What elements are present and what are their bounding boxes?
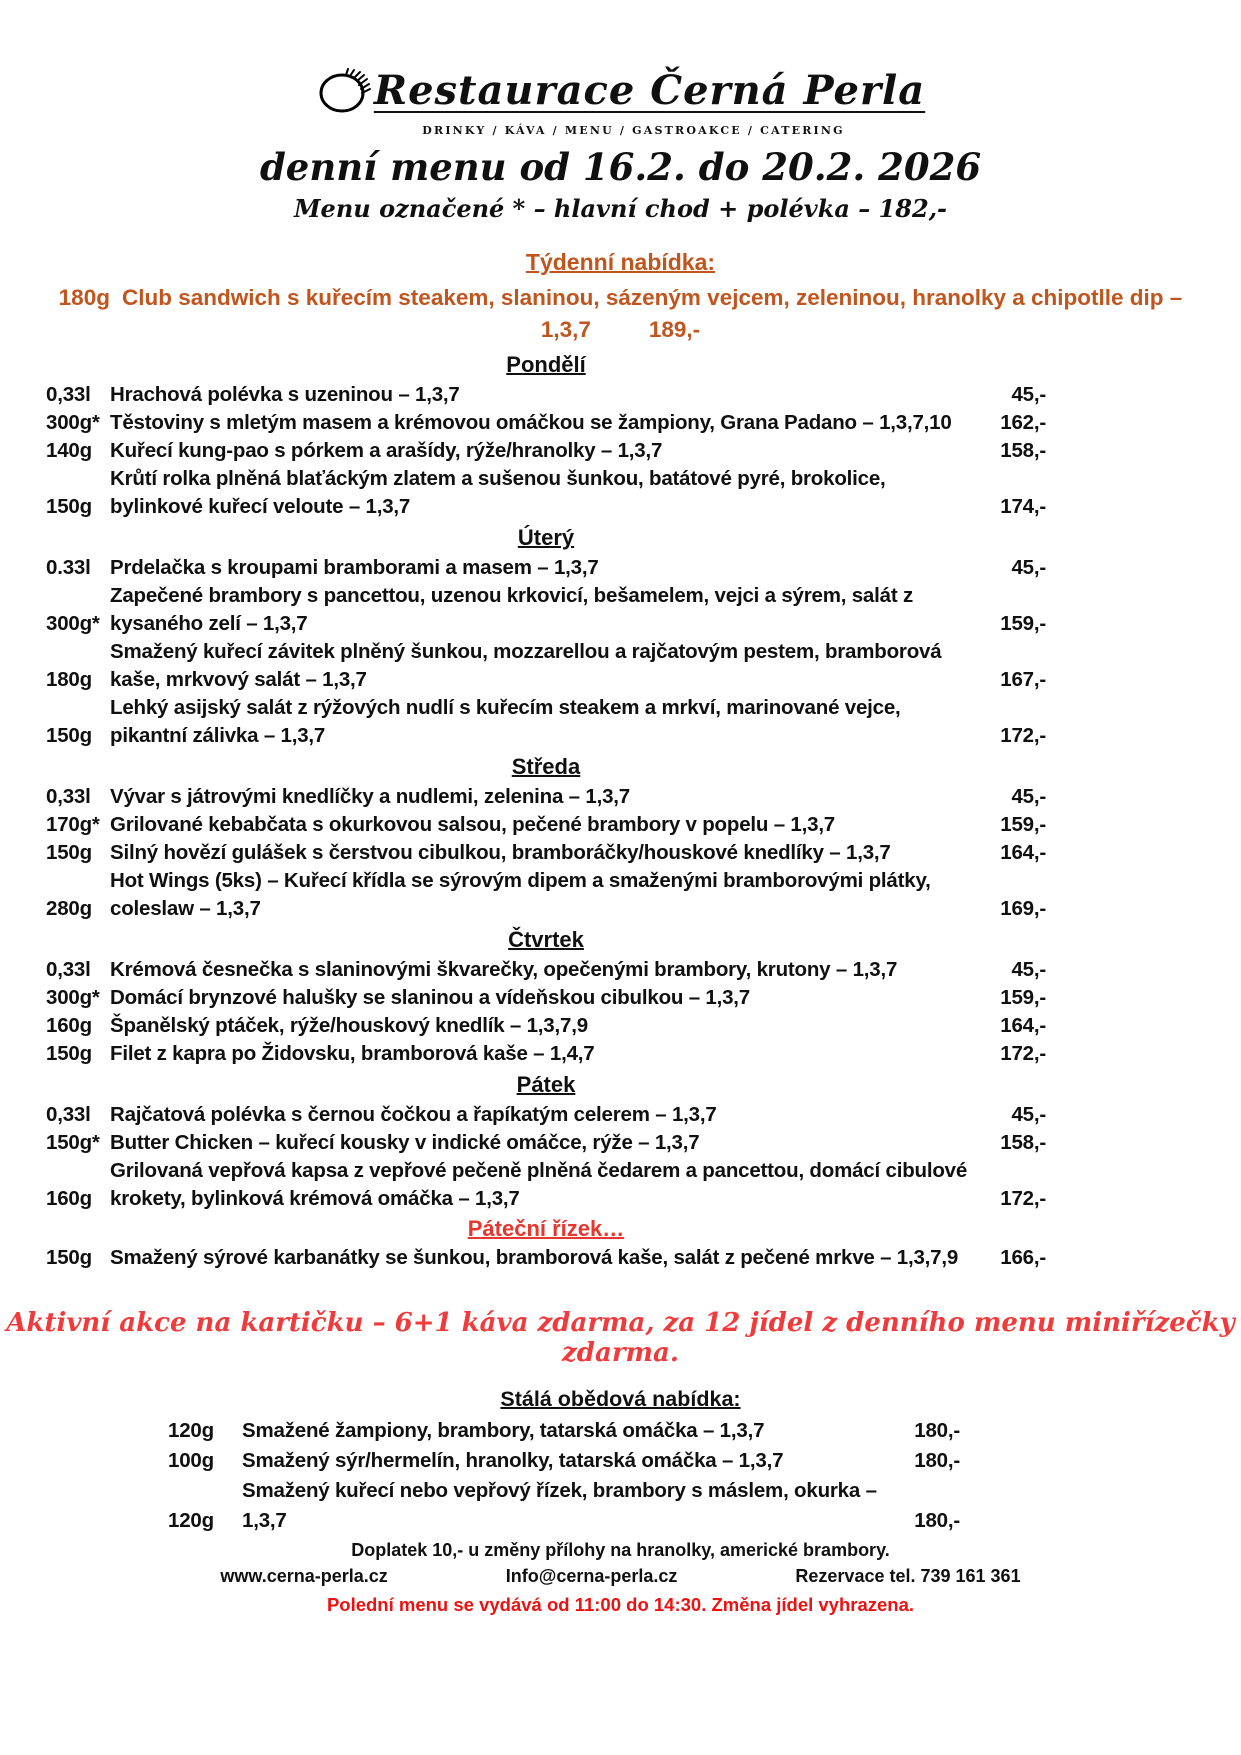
dish-name: Zapečené brambory s pancettou, uzenou krkovicí, bešamelem, vejci a sýrem, salát z kysaného zelí – 1,3,7 (110, 584, 913, 635)
menu-row (46, 839, 1046, 867)
menu-row (46, 984, 1046, 1012)
dish-price: 172,- (1000, 1187, 1046, 1210)
dish-qty: 280g (46, 897, 92, 920)
dish-qty: 150g (46, 495, 92, 518)
menu-row (46, 465, 1046, 521)
dish-qty: 170g* (46, 813, 100, 836)
menu-row (46, 1157, 1046, 1213)
dish-price: 45,- (1011, 785, 1046, 808)
menu-row (46, 381, 1046, 409)
dish-name: Kuřecí kung-pao s pórkem a arašídy, rýže/hranolky – 1,3,7 (110, 439, 663, 462)
friday-schnitzel-heading: Páteční řízek… (467, 1216, 625, 1241)
dish-qty: 0,33l (46, 958, 91, 981)
dish-qty: 150g (46, 841, 92, 864)
menu-row (46, 694, 1046, 750)
dish-price: 172,- (1000, 1042, 1046, 1065)
dish-qty: 0.33l (46, 556, 91, 579)
dish-name: Smažený kuřecí nebo vepřový řízek, brambory s máslem, okurka – 1,3,7 (242, 1479, 877, 1532)
dish-price: 45,- (1011, 958, 1046, 981)
dish-qty: 150g* (46, 1131, 100, 1154)
dish-qty: 100g (168, 1449, 214, 1472)
website-text: www.cerna-perla.cz (220, 1566, 388, 1586)
menu-title: denní menu od 16.2. do 20.2. 2026 (259, 145, 982, 189)
dish-name: Hot Wings (5ks) – Kuřecí křídla se sýrovým dipem a smaženými bramborovými plátky, coleslaw – 1,3,7 (110, 869, 931, 920)
dish-name: Vývar s játrovými knedlíčky a nudlemi, zelenina – 1,3,7 (110, 785, 630, 808)
surcharge-note: Doplatek 10,- u změny přílohy na hranolky, americké brambory. (351, 1540, 890, 1560)
dish-qty: 0,33l (46, 785, 91, 808)
menu-row (46, 409, 1046, 437)
menu-row (46, 956, 1046, 984)
dish-price: 172,- (1000, 724, 1046, 747)
menu-row (46, 554, 1046, 582)
dish-price: 174,- (1000, 495, 1046, 518)
dish-price: 167,- (1000, 668, 1046, 691)
dish-qty: 160g (46, 1014, 92, 1037)
day-heading: Pondělí (506, 352, 586, 377)
dish-price: 162,- (1000, 411, 1046, 434)
weekly-offer-heading: Týdenní nabídka: (525, 249, 716, 275)
dish-price: 45,- (1011, 383, 1046, 406)
dish-name: Club sandwich s kuřecím steakem, slaninou, sázeným vejcem, zeleninou, hranolky a chipotlle dip – 1,3,7 (121, 285, 1183, 342)
phone-text: Rezervace tel. 739 161 361 (795, 1566, 1021, 1586)
brand-tagline: DRINKY / KÁVA / MENU / GASTROAKCE / CATERING (422, 124, 845, 137)
dish-qty: 160g (46, 1187, 92, 1210)
dish-price: 180,- (914, 1509, 960, 1532)
dish-name: Silný hovězí gulášek s čerstvou cibulkou, bramboráčky/houskové knedlíky – 1,3,7 (110, 841, 891, 864)
dish-price: 159,- (1000, 986, 1046, 1009)
menu-row (46, 867, 1046, 923)
menu-row (46, 437, 1046, 465)
menu-row (168, 1476, 960, 1536)
email-text: Info@cerna-perla.cz (505, 1566, 678, 1586)
day-section-tuesday (46, 523, 1046, 750)
dish-name: Butter Chicken – kuřecí kousky v indické omáčce, rýže – 1,3,7 (110, 1131, 700, 1154)
restaurant-name: Restaurace Černá Perla (373, 66, 926, 114)
day-heading: Čtvrtek (508, 927, 584, 952)
day-heading: Pátek (516, 1072, 576, 1097)
dish-qty: 0,33l (46, 1103, 91, 1126)
menu-row (46, 811, 1046, 839)
dish-name: Lehký asijský salát z rýžových nudlí s kuřecím steakem a mrkví, marinované vejce, pikantní zálivka – 1,3,7 (110, 696, 901, 747)
dish-qty: 120g (168, 1419, 214, 1442)
dish-qty: 180g (58, 285, 110, 310)
weekly-offer-section (0, 249, 1241, 346)
dish-price: 180,- (914, 1449, 960, 1472)
dish-price: 158,- (1000, 1131, 1046, 1154)
permanent-offer-section (0, 1384, 1241, 1536)
dish-qty: 300g* (46, 411, 100, 434)
menu-row (46, 1129, 1046, 1157)
loyalty-promo-text: Aktivní akce na kartičku – 6+1 káva zdarma, za 12 jídel z denního menu miniřízečky zdarma. (6, 1308, 1235, 1368)
dish-name: Španělský ptáček, rýže/houskový knedlík – 1,3,7,9 (110, 1014, 588, 1037)
header (0, 0, 1241, 223)
dish-name: Filet z kapra po Židovsku, bramborová kaše – 1,4,7 (110, 1042, 595, 1065)
dish-price: 45,- (1011, 1103, 1046, 1126)
dish-qty: 180g (46, 668, 92, 691)
dish-qty: 300g* (46, 612, 100, 635)
dish-qty: 150g (46, 724, 92, 747)
contact-row (0, 1566, 1241, 1587)
dish-price: 159,- (1000, 813, 1046, 836)
day-heading: Úterý (517, 525, 575, 550)
serving-hours-notice: Polední menu se vydává od 11:00 do 14:30. Změna jídel vyhrazena. (326, 1594, 915, 1615)
dish-name: Krémová česnečka s slaninovými škvarečky, opečenými brambory, krutony – 1,3,7 (110, 958, 898, 981)
day-heading: Středa (511, 754, 581, 779)
dish-qty: 300g* (46, 986, 100, 1009)
dish-name: Smažený kuřecí závitek plněný šunkou, mozzarellou a rajčatovým pestem, bramborová kaše, mrkvový salát – 1,3,7 (110, 640, 942, 691)
menu-row (46, 1244, 1046, 1272)
footer (0, 1540, 1241, 1616)
dish-name: Krůtí rolka plněná blaťáckým zlatem a sušenou šunkou, batátové pyré, brokolice, bylinkové kuřecí veloute – 1,3,7 (110, 467, 886, 518)
permanent-offer-heading: Stálá obědová nabídka: (500, 1387, 741, 1411)
dish-qty: 140g (46, 439, 92, 462)
dish-qty: 0,33l (46, 383, 91, 406)
dish-qty: 150g (46, 1246, 92, 1269)
dish-price: 164,- (1000, 841, 1046, 864)
dish-qty: 150g (46, 1042, 92, 1065)
menu-row (46, 783, 1046, 811)
dish-name: Hrachová polévka s uzeninou – 1,3,7 (110, 383, 460, 406)
dish-qty: 120g (168, 1509, 214, 1532)
dish-price: 158,- (1000, 439, 1046, 462)
pearl-logo-icon (316, 62, 374, 118)
dish-name: Prdelačka s kroupami bramborami a masem – 1,3,7 (110, 556, 599, 579)
menu-row (46, 1040, 1046, 1068)
day-section-monday (46, 350, 1046, 521)
daily-menu (46, 350, 1046, 1272)
menu-row (46, 1012, 1046, 1040)
menu-row (46, 638, 1046, 694)
dish-price: 166,- (1000, 1246, 1046, 1269)
menu-note: Menu označené * – hlavní chod + polévka – 182,- (293, 194, 948, 223)
weekly-offer-item (36, 282, 1206, 346)
dish-name: Smažený sýr/hermelín, hranolky, tatarská omáčka – 1,3,7 (242, 1449, 784, 1472)
dish-name: Rajčatová polévka s černou čočkou a řapíkatým celerem – 1,3,7 (110, 1103, 717, 1126)
dish-price: 164,- (1000, 1014, 1046, 1037)
menu-row (46, 582, 1046, 638)
dish-name: Těstoviny s mletým masem a krémovou omáčkou se žampiony, Grana Padano – 1,3,7,10 (110, 411, 952, 434)
dish-price: 169,- (1000, 897, 1046, 920)
dish-price: 189,- (648, 317, 701, 342)
day-section-wednesday (46, 752, 1046, 923)
brand-row (0, 62, 1241, 118)
menu-row (168, 1446, 960, 1476)
dish-price: 45,- (1011, 556, 1046, 579)
dish-price: 159,- (1000, 612, 1046, 635)
dish-name: Grilované kebabčata s okurkovou salsou, pečené brambory v popelu – 1,3,7 (110, 813, 836, 836)
day-section-friday (46, 1070, 1046, 1272)
day-section-thursday (46, 925, 1046, 1068)
dish-name: Smažený sýrové karbanátky se šunkou, bramborová kaše, salát z pečené mrkve – 1,3,7,9 (110, 1246, 959, 1269)
dish-price: 180,- (914, 1419, 960, 1442)
menu-row (46, 1101, 1046, 1129)
dish-name: Domácí brynzové halušky se slaninou a vídeňskou cibulkou – 1,3,7 (110, 986, 751, 1009)
dish-name: Smažené žampiony, brambory, tatarská omáčka – 1,3,7 (242, 1419, 765, 1442)
dish-name: Grilovaná vepřová kapsa z vepřové pečeně plněná čedarem a pancettou, domácí cibulové krokety, bylinková krémová omáčka – 1,3,7 (110, 1159, 968, 1210)
menu-row (168, 1416, 960, 1446)
